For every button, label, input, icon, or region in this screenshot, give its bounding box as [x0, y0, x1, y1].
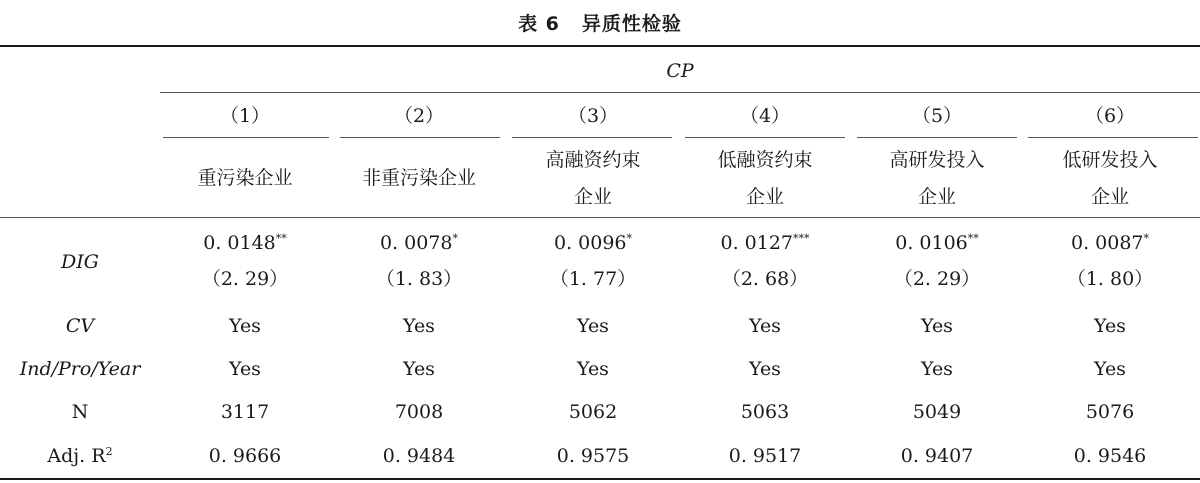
- fe-value-3: Yes: [577, 358, 609, 380]
- dig-tstat-3: （1. 77）: [549, 268, 637, 290]
- fe-value-4: Yes: [749, 358, 781, 380]
- r2-value-5: 0. 9407: [900, 445, 974, 467]
- fe-value-2: Yes: [403, 358, 435, 380]
- dig-coef-value: 0. 0148: [203, 232, 276, 254]
- cv-value-6: Yes: [1094, 315, 1126, 337]
- dig-tstat-2: （1. 83）: [375, 268, 463, 290]
- dig-stars: **: [275, 232, 287, 245]
- dig-coef-3: [508, 224, 678, 262]
- row-label-fe: Ind/Pro/Year: [19, 358, 141, 380]
- dig-coef-value: 0. 0127: [720, 232, 794, 254]
- col-name-6-line1: 低研发投入: [1062, 149, 1158, 171]
- col-rule-1: [163, 137, 329, 138]
- col-name-5-line1: 高研发投入: [889, 149, 985, 171]
- col-name-3-line1: 高融资约束: [545, 149, 641, 171]
- bottom-rule: [0, 478, 1200, 480]
- col-num-3: （3）: [567, 105, 619, 127]
- fe-value-5: Yes: [921, 358, 953, 380]
- header-rule: [0, 217, 1200, 218]
- col-rule-2: [340, 137, 500, 138]
- cv-value-1: Yes: [229, 315, 261, 337]
- r2-label-text: Adj. R: [47, 445, 106, 467]
- dig-coef-1: [160, 224, 330, 262]
- col-name-3-line2: 企业: [573, 186, 612, 208]
- col-name-4-line1: 低融资约束: [717, 149, 813, 171]
- table-caption: 异质性检验: [581, 13, 682, 35]
- dig-coef-value: 0. 0096: [553, 232, 627, 254]
- dependent-var-rule: [160, 92, 1200, 93]
- dig-stars: *: [452, 232, 459, 245]
- col-num-1: （1）: [219, 105, 271, 127]
- cv-value-5: Yes: [921, 315, 953, 337]
- n-value-1: 3117: [220, 401, 270, 423]
- dig-coef-2: [334, 224, 504, 262]
- r2-value-6: 0. 9546: [1073, 445, 1147, 467]
- col-name-5-line2: 企业: [917, 186, 956, 208]
- col-num-2: （2）: [393, 105, 445, 127]
- row-label-dig: DIG: [61, 251, 99, 273]
- dig-coef-value: 0. 0078: [379, 232, 453, 254]
- r2-value-1: 0. 9666: [208, 445, 282, 467]
- cv-value-4: Yes: [749, 315, 781, 337]
- r2-value-4: 0. 9517: [728, 445, 802, 467]
- col-name-4-line2: 企业: [745, 186, 784, 208]
- n-value-5: 5049: [912, 401, 962, 423]
- col-rule-4: [685, 137, 845, 138]
- col-name-2: 非重污染企业: [361, 167, 476, 189]
- dig-coef-4: [680, 224, 850, 262]
- r2-value-3: 0. 9575: [556, 445, 630, 467]
- table-number: 表 6: [518, 13, 560, 35]
- dependent-var-label: CP: [666, 60, 694, 82]
- cv-value-2: Yes: [403, 315, 435, 337]
- dig-stars: ***: [793, 232, 810, 245]
- table-title: [0, 9, 1200, 36]
- col-name-1: 重污染企业: [197, 167, 293, 189]
- row-label-cv: CV: [65, 315, 95, 337]
- dig-coef-value: 0. 0106: [895, 232, 968, 254]
- col-rule-3: [512, 137, 672, 138]
- dig-stars: *: [626, 232, 633, 245]
- col-num-4: （4）: [739, 105, 791, 127]
- col-name-6-line2: 企业: [1090, 186, 1129, 208]
- top-rule: [0, 45, 1200, 47]
- dig-coef-value: 0. 0087: [1070, 232, 1144, 254]
- r2-superscript: 2: [105, 445, 113, 458]
- col-rule-5: [857, 137, 1017, 138]
- col-num-5: （5）: [911, 105, 963, 127]
- dig-tstat-4: （2. 68）: [721, 268, 809, 290]
- dig-stars: **: [967, 232, 979, 245]
- col-rule-6: [1028, 137, 1198, 138]
- fe-value-1: Yes: [229, 358, 261, 380]
- n-value-2: 7008: [394, 401, 444, 423]
- n-value-6: 5076: [1085, 401, 1135, 423]
- col-num-6: （6）: [1084, 105, 1136, 127]
- dig-tstat-6: （1. 80）: [1066, 268, 1154, 290]
- dig-tstat-1: （2. 29）: [201, 268, 289, 290]
- row-label-n: N: [71, 401, 89, 423]
- dig-coef-5: [852, 224, 1022, 262]
- dig-tstat-5: （2. 29）: [893, 268, 981, 290]
- cv-value-3: Yes: [577, 315, 609, 337]
- fe-value-6: Yes: [1094, 358, 1126, 380]
- r2-value-2: 0. 9484: [382, 445, 456, 467]
- dig-coef-6: [1025, 224, 1195, 262]
- n-value-3: 5062: [568, 401, 618, 423]
- n-value-4: 5063: [740, 401, 790, 423]
- row-label-r2: [0, 437, 160, 475]
- dig-stars: *: [1143, 232, 1150, 245]
